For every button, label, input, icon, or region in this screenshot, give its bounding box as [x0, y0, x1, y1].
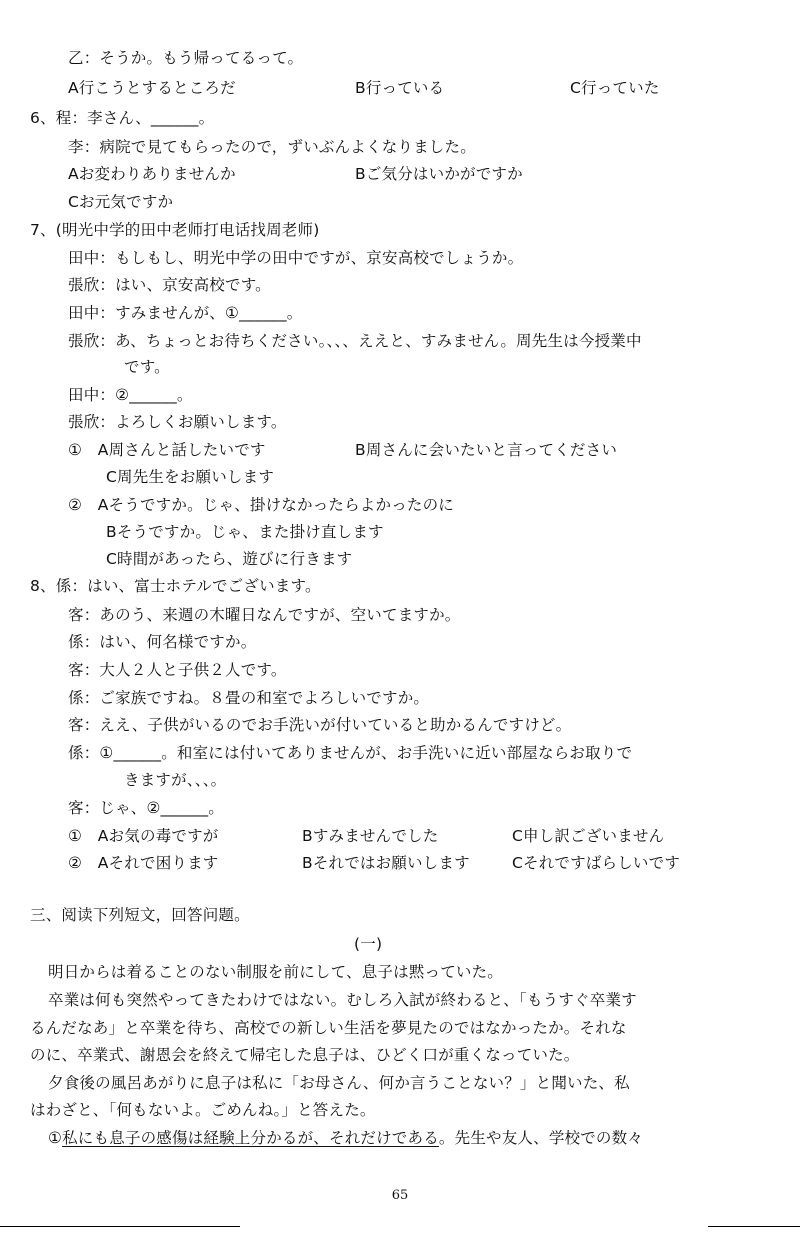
q6-line1: 6、程：李さん、______。 — [30, 109, 215, 127]
q6-line2: 李：病院で見てもらったので，ずいぶんよくなりました。 — [68, 138, 476, 156]
passage-line7-rest: 。先生や友人、学校での数々 — [438, 1129, 644, 1147]
bottom-rule-left — [0, 1226, 240, 1227]
q8-choice1-b: Bすみませんでした — [302, 827, 439, 845]
q5-line: 乙：そうか。もう帰ってるって。 — [68, 49, 304, 67]
passage-line2: 卒業は何も突然やってきたわけではない。むしろ入試が終わると、「もうすぐ卒業す — [48, 991, 637, 1009]
q8-line2: 客：あのう、来週の木曜日なんですが、空いてますか。 — [68, 606, 461, 624]
underline-marker: ① — [48, 1129, 63, 1147]
q8-choice2-c: Cそれですばらしいです — [512, 854, 681, 872]
q8-line4: 客：大人２人と子供２人です。 — [68, 661, 287, 679]
q8-choice2-a: ② Aそれで困ります — [68, 854, 219, 872]
q5-option-c: C行っていた — [570, 79, 660, 97]
q8-choice1-a: ① Aお気の毒ですが — [68, 827, 219, 845]
q5-option-a: A行こうとするところだ — [68, 79, 236, 97]
q7-choice1-c: C周先生をお願いします — [106, 468, 275, 486]
q8-line6: 客：ええ、子供がいるのでお手洗いが付いていると助かるんですけど。 — [68, 716, 572, 734]
q7-line2: 張欣：はい、京安高校です。 — [68, 276, 271, 294]
q8-line8: 客：じゃ、②______。 — [68, 799, 224, 817]
q6-option-a: Aお変わりありませんか — [68, 165, 236, 183]
q6-option-c: Cお元気ですか — [68, 193, 174, 211]
section3-heading: 三、阅读下列短文，回答问题。 — [30, 906, 250, 924]
q8-choice2-b: Bそれではお願いします — [302, 854, 470, 872]
passage-line7 — [48, 1128, 643, 1148]
q7-line6: 張欣：よろしくお願いします。 — [68, 413, 287, 431]
passage-line1: 明日からは着ることのない制服を前にして、息子は黙っていた。 — [48, 963, 503, 981]
q7-choice1-b: B周さんに会いたいと言ってください — [355, 441, 618, 459]
q6-option-b: Bご気分はいかがですか — [355, 165, 523, 183]
q8-line5: 係：ご家族ですね。８畳の和室でよろしいですか。 — [68, 689, 430, 707]
underlined-sentence: 私にも息子の感傷は経験上分かるが、それだけである — [62, 1129, 439, 1147]
passage-line3: るんだなあ」と卒業を待ち、高校での新しい生活を夢見たのではなかったか。それな — [30, 1019, 627, 1037]
section3-subheading: (一) — [354, 935, 383, 953]
q7-line4-cont: です。 — [124, 358, 170, 376]
q5-option-b: B行っている — [355, 79, 445, 97]
q7-choice2-a: ② Aそうですか。じゃ、掛けなかったらよかったのに — [68, 496, 455, 514]
q7-choice1-a: ① A周さんと話したいです — [68, 441, 266, 459]
passage-line5: 夕食後の風呂あがりに息子は私に「お母さん、何か言うことない？」と聞いた、私 — [48, 1074, 630, 1092]
q8-line3: 係：はい、何名様ですか。 — [68, 633, 257, 651]
q7-choice2-c: C時間があったら、遊びに行きます — [106, 550, 353, 568]
q7-line1: 田中：もしもし、明光中学の田中ですが、京安高校でしょうか。 — [68, 249, 524, 267]
q8-line7: 係：①______。和室には付いてありませんが、お手洗いに近い部屋ならお取りで — [68, 744, 633, 762]
q8-choice1-c: C申し訳ございません — [512, 827, 665, 845]
passage-line4: のに、卒業式、謝恩会を終えて帰宅した息子は、ひどく口が重くなっていた。 — [30, 1046, 580, 1064]
q7-choice2-b: Bそうですか。じゃ、また掛け直します — [106, 523, 384, 541]
bottom-rule-right — [708, 1226, 800, 1227]
page-number: 65 — [391, 1188, 409, 1203]
passage-line6: はわざと、「何もないよ。ごめんね。」と答えた。 — [30, 1101, 376, 1119]
q8-line1: 8、係：はい、富士ホテルでございます。 — [30, 577, 321, 595]
q7-line5: 田中：②______。 — [68, 386, 193, 404]
q8-line7-cont: きますが、、、。 — [124, 771, 227, 789]
q7-line3: 田中：すみませんが、①______。 — [68, 304, 303, 322]
q7-header: 7、(明光中学的田中老师打电话找周老师) — [30, 221, 320, 239]
q7-line4: 張欣：あ、ちょっとお待ちください。、、、ええと、すみません。周先生は今授業中 — [68, 332, 642, 350]
